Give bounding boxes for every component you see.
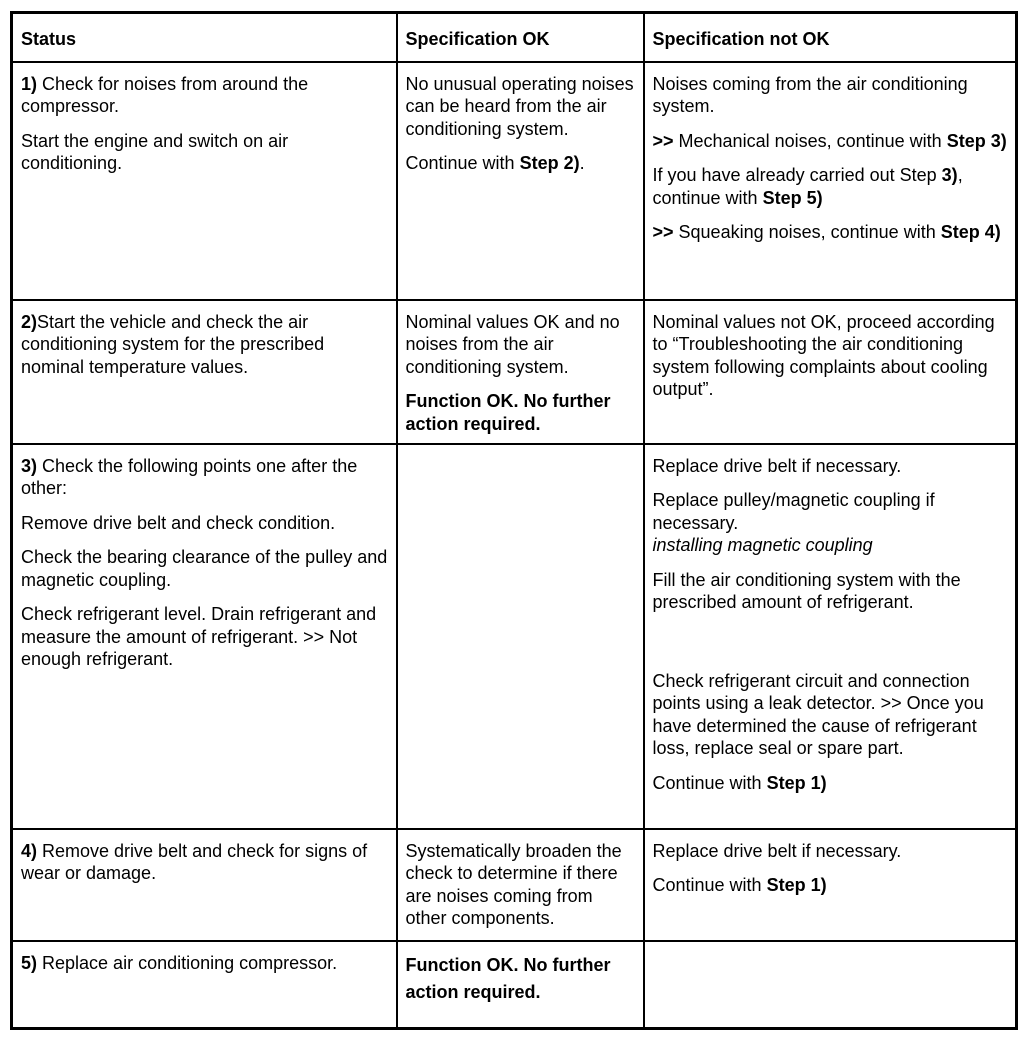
status-text: 3) Check the following points one after the other: <box>21 455 358 498</box>
status-text: 5) Replace air conditioning compressor. <box>21 952 338 973</box>
status-cell <box>12 829 397 941</box>
status-text: 2)Start the vehicle and check the air conditioning system for the prescribed nominal temperature values. <box>21 311 325 377</box>
not-ok-text: If you have already carried out Step 3), continue with Step 5) <box>652 165 963 208</box>
not-ok-text: Replace drive belt if necessary. <box>652 455 902 476</box>
spec-not-ok-cell <box>644 829 1017 941</box>
table-row <box>12 941 1017 1029</box>
ok-text: Function OK. No further action required. <box>405 391 611 434</box>
troubleshooting-table <box>10 11 1018 1030</box>
link-text: installing magnetic coupling <box>652 535 873 555</box>
header-row <box>12 13 1017 62</box>
spec-not-ok-cell <box>644 300 1017 444</box>
step-number: 2) <box>21 311 38 332</box>
not-ok-text: Replace pulley/magnetic coupling if necessary. installing magnetic coupling <box>652 490 935 555</box>
status-text: 4) Remove drive belt and check for signs of wear or damage. <box>21 840 368 883</box>
not-ok-text: >> Squeaking noises, continue with Step 4) <box>652 222 1001 242</box>
table-row <box>12 829 1017 941</box>
table-row <box>12 62 1017 300</box>
ok-text: Continue with Step 2). <box>405 153 585 173</box>
spec-ok-cell <box>397 829 644 941</box>
status-text: Remove drive belt and check condition. <box>21 512 336 533</box>
not-ok-text: Continue with Step 1) <box>652 772 827 793</box>
spec-ok-cell <box>397 62 644 300</box>
header-spec-not-ok: Specification not OK <box>644 13 1017 62</box>
blank-space <box>653 626 1008 670</box>
status-cell <box>12 941 397 1029</box>
not-ok-text: Noises coming from the air conditioning system. <box>652 73 968 116</box>
step-number: 3) <box>21 455 38 476</box>
ok-text: No unusual operating noises can be heard from the air conditioning system. <box>405 73 634 139</box>
step-number: 5) <box>21 952 38 973</box>
not-ok-text: Replace drive belt if necessary. <box>652 840 902 861</box>
spec-ok-cell <box>397 300 644 444</box>
step-number: 4) <box>21 840 38 861</box>
not-ok-text: Fill the air conditioning system with the prescribed amount of refrigerant. <box>652 569 961 612</box>
status-text: Start the engine and switch on air conditioning. <box>21 130 289 173</box>
status-cell <box>12 62 397 300</box>
status-text: Check the bearing clearance of the pulley and magnetic coupling. <box>21 547 388 590</box>
ok-text: Systematically broaden the check to determine if there are noises coming from other components. <box>405 840 622 928</box>
header-status: Status <box>12 13 397 62</box>
status-text: 1) Check for noises from around the compressor. <box>21 73 309 116</box>
not-ok-text: Check refrigerant circuit and connection points using a leak detector. >> Once you have determined the cause of refrigerant loss, replace seal or spare part. <box>652 670 984 758</box>
not-ok-text: Nominal values not OK, proceed according to “Troubleshooting the air conditioning system following complaints about cooling output”. <box>652 311 995 399</box>
table-row <box>12 444 1017 829</box>
ok-text: Nominal values OK and no noises from the air conditioning system. <box>405 311 620 377</box>
not-ok-text: Continue with Step 1) <box>652 875 827 895</box>
spec-not-ok-cell <box>644 941 1017 1029</box>
not-ok-text: >> Mechanical noises, continue with Step 3) <box>652 130 1007 151</box>
ok-text: Function OK. No further action required. <box>405 954 611 1002</box>
table-row <box>12 300 1017 444</box>
spec-ok-cell <box>397 444 644 829</box>
spec-ok-cell <box>397 941 644 1029</box>
status-cell <box>12 444 397 829</box>
status-cell <box>12 300 397 444</box>
header-spec-ok: Specification OK <box>397 13 644 62</box>
status-text: Check refrigerant level. Drain refrigerant and measure the amount of refrigerant. >> Not enough refrigerant. <box>21 604 377 669</box>
spec-not-ok-cell <box>644 444 1017 829</box>
spec-not-ok-cell <box>644 62 1017 300</box>
step-number: 1) <box>21 73 38 94</box>
